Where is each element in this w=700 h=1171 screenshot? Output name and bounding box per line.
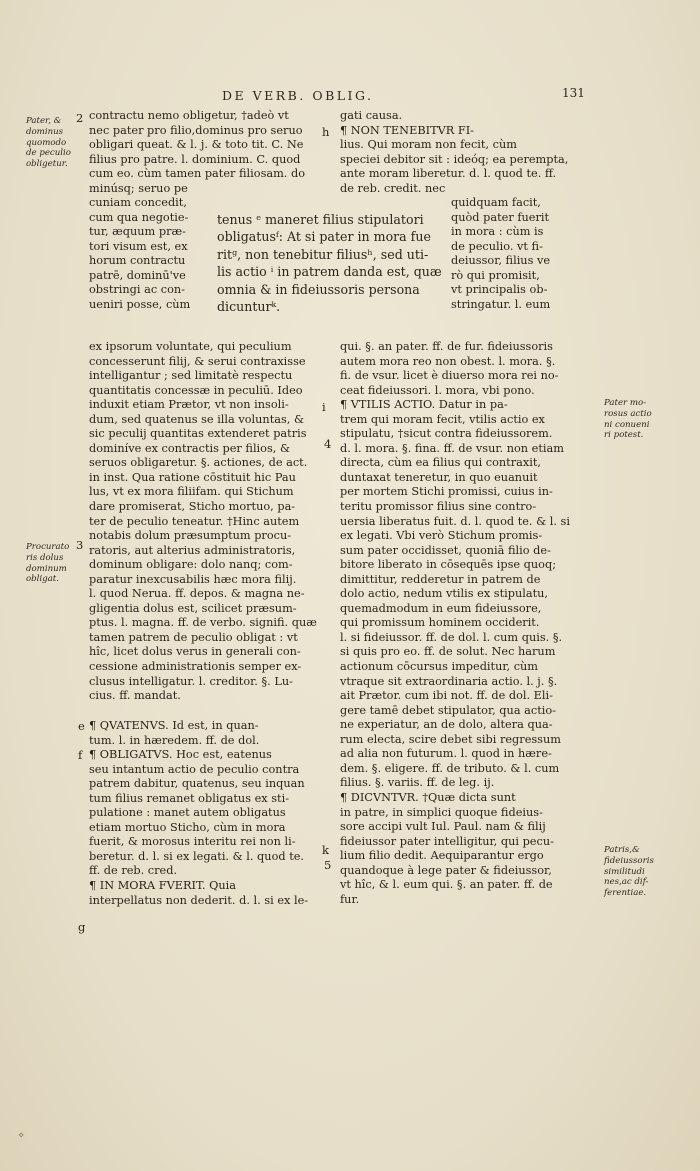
text-line: in mora : cùm is: [451, 225, 544, 239]
text-line: patrē, dominū've: [89, 268, 186, 282]
note-letter: e: [78, 719, 85, 733]
text-line: seu intantum actio de peculio contra: [89, 762, 300, 776]
margin-note-line: Procurato: [26, 542, 70, 552]
text-line: cius. ff. mandat.: [89, 689, 181, 703]
text-line: filius pro patre. l. dominium. C. quod: [89, 152, 301, 166]
text-line: ptus. l. magna. ff. de verbo. signifi. quæ: [89, 616, 317, 630]
text-line: qui promissum hominem occiderit.: [340, 616, 540, 630]
text-line: dominíve ex contractis per filios, &: [89, 441, 291, 455]
text-line: ex ipsorum voluntate, qui peculium: [89, 340, 292, 353]
text-line: gere tamē debet stipulator, qua actio-: [340, 703, 556, 717]
text-line: tenus ᵉ maneret filius stipulatori: [217, 212, 424, 227]
text-line: ¶ QVATENVS. Id est, in quan-: [89, 719, 259, 732]
margin-note-line: ris dolus: [26, 552, 64, 563]
text-line: horum contractu: [89, 254, 186, 268]
text-line: quantitatis concessæ in peculiū. Ideo: [89, 383, 303, 397]
text-line: actionum cōcursus impeditur, cùm: [340, 660, 539, 674]
text-line: beretur. d. l. si ex legati. & l. quod te.: [89, 849, 305, 863]
text-line: tori visum est, ex: [89, 239, 188, 253]
margin-note-line: Pater mo-: [604, 398, 647, 408]
text-line: qui. §. an pater. ff. de fur. fideiussoris: [340, 340, 553, 353]
text-line: obligatusᶠ: At si pater in mora fue: [217, 229, 431, 245]
margin-note-line: similitudi: [604, 866, 645, 877]
text-line: ad alia non futurum. l. quod in hære-: [340, 747, 552, 761]
text-line: ait Prætor. cum ibi not. ff. de dol. Eli-: [340, 689, 553, 703]
text-line: vt principalis ob-: [451, 283, 548, 297]
text-line: lis actio ⁱ in patrem danda est, quæ: [217, 264, 442, 280]
margin-note-line: rosus actio: [604, 408, 652, 419]
margin-note-line: quomodo: [26, 137, 67, 148]
margin-note-line: ferentiae.: [604, 888, 647, 899]
margin-note-right-2: [604, 845, 654, 899]
text-line: cuniam concedit,: [89, 196, 187, 209]
text-line: interpellatus non dederit. d. l. si ex le-: [89, 893, 309, 907]
text-line: ne experiatur, an de dolo, altera qua-: [340, 718, 553, 732]
text-line: cum eo. cùm tamen pater filiosam. do: [89, 167, 306, 181]
text-line: omnia & in fideiussoris persona: [217, 281, 420, 297]
text-line: in patre, in simplici quoque fideius-: [340, 805, 543, 819]
text-line: ¶ OBLIGATVS. Hoc est, eatenus: [89, 748, 272, 762]
text-line: stringatur. l. eum: [451, 297, 551, 311]
text-line: teritu promissor filius sine contro-: [340, 500, 537, 514]
paragraph-number: 5: [324, 858, 332, 872]
text-line: pulatione : manet autem obligatus: [89, 806, 286, 820]
text-line: hîc, licet dolus verus in generali con-: [89, 645, 301, 659]
text-line: intelligantur ; sed limitatè respectu: [89, 369, 293, 383]
text-line: quemadmodum in eum fideiussore,: [340, 601, 542, 615]
text-line: d. l. mora. §. fina. ff. de vsur. non etiam: [340, 441, 564, 455]
text-line: per mortem Stichi promissi, cuius in-: [340, 485, 553, 499]
text-line: tum. l. in hæredem. ff. de dol.: [89, 733, 260, 747]
text-line: autem mora reo non obest. l. mora. §.: [340, 354, 556, 368]
text-line: gligentia dolus est, scilicet præsum-: [89, 601, 297, 615]
text-line: ff. de reb. cred.: [89, 864, 178, 878]
text-line: stipulatu, †sicut contra fideiussorem.: [340, 427, 553, 441]
text-left-top: [89, 109, 305, 196]
text-line: contractu nemo obligetur, †adeò vt: [89, 109, 289, 122]
margin-note-left-1: [26, 116, 71, 170]
text-line: nec pater pro filio,dominus pro seruo: [89, 123, 303, 137]
text-line: l. si fideiussor. ff. de dol. l. cum quis. §.: [340, 630, 563, 644]
text-line: rò qui promisit,: [451, 268, 540, 282]
margin-note-line: obligetur.: [26, 159, 68, 170]
text-line: ratoris, aut alterius administratoris,: [89, 543, 296, 557]
text-line: induxit etiam Prætor, vt non insoli-: [89, 398, 289, 412]
text-line: trem qui moram fecit, vtilis actio ex: [340, 412, 545, 426]
text-line: ¶ NON TENEBITVR FI-: [340, 123, 474, 137]
text-line: dolo actio, nedum vtilis ex stipulatu,: [340, 587, 549, 601]
page-mark-icon: ⋄: [18, 1130, 25, 1141]
text-line: lium filio dedit. Aequiparantur ergo: [340, 849, 544, 863]
margin-note-line: ri potest.: [604, 430, 644, 441]
note-letter: k: [322, 843, 329, 857]
margin-note-line: dominus: [26, 126, 64, 137]
text-line: quòd pater fuerit: [451, 210, 550, 224]
text-right-narrow: [451, 196, 550, 312]
text-line: deiussor, filius ve: [451, 254, 551, 268]
text-line: lius. Qui moram non fecit, cùm: [340, 138, 517, 152]
text-line: minúsq; seruo pe: [89, 181, 188, 195]
text-line: gati causa.: [340, 109, 403, 122]
text-line: tamen patrem de peculio obligat : vt: [89, 630, 298, 644]
text-line: ¶ DICVNTVR. †Quæ dicta sunt: [340, 790, 516, 804]
text-line: quidquam facit,: [451, 196, 541, 209]
text-lemma: [217, 211, 442, 315]
margin-note-line: de peculio: [26, 148, 71, 159]
margin-note-line: Patris,&: [604, 845, 640, 855]
text-line: bitore liberato in cōsequēs ipse quoq;: [340, 558, 557, 572]
text-line: tum filius remanet obligatus ex sti-: [89, 791, 290, 805]
text-line: notabis dolum præsumptum procu-: [89, 529, 292, 543]
margin-note-line: nes,ac dif-: [604, 877, 649, 888]
text-line: cessione administrationis semper ex-: [89, 660, 302, 674]
text-line: cum qua negotie-: [89, 210, 189, 224]
text-line: fideiussor pater intelligitur, qui pecu-: [340, 834, 554, 848]
text-line: dimittitur, redderetur in patrem de: [340, 572, 541, 586]
text-line: fi. de vsur. licet è diuerso mora rei no-: [340, 369, 559, 383]
text-line: ante moram liberetur. d. l. quod te. ff.: [340, 167, 557, 181]
text-line: obstringi ac con-: [89, 283, 185, 297]
text-line: speciei debitor sit : ideóq; ea perempta,: [340, 152, 569, 166]
text-line: fur.: [340, 892, 360, 906]
text-line: clusus intelligatur. l. creditor. §. Lu-: [89, 674, 293, 688]
margin-note-line: dominum: [26, 563, 67, 574]
text-right-main: [340, 340, 570, 907]
paragraph-number: 4: [324, 437, 332, 451]
text-line: dicunturᵏ.: [217, 298, 281, 314]
text-left-main: [89, 340, 317, 704]
text-line: lus, vt ex mora filiifam. qui Stichum: [89, 485, 294, 499]
margin-note-line: ni conueni: [604, 419, 650, 430]
text-line: ueniri posse, cùm: [89, 297, 191, 311]
text-line: etiam mortuo Sticho, cùm in mora: [89, 820, 286, 834]
text-line: ¶ IN MORA FVERIT. Quia: [89, 879, 236, 893]
text-line: sore accipi vult Iul. Paul. nam & filij: [340, 820, 546, 834]
text-line: ex legati. Vbi verò Stichum promis-: [340, 529, 543, 543]
text-line: tur, æquum præ-: [89, 225, 186, 239]
text-line: si quis pro eo. ff. de solut. Nec harum: [340, 645, 556, 659]
text-left-notes: [89, 719, 308, 908]
text-line: seruos obligaretur. §. actiones, de act.: [89, 456, 308, 470]
text-line: concesserunt filij, & serui contraxisse: [89, 354, 306, 368]
text-line: de reb. credit. nec: [340, 181, 446, 195]
text-line: filius. §. variis. ff. de leg. ij.: [340, 776, 495, 790]
text-line: dare promiserat, Sticho mortuo, pa-: [89, 500, 296, 514]
text-line: dem. §. eligere. ff. de tributo. & l. cum: [340, 761, 560, 775]
running-head: DE VERB. OBLIG.: [222, 88, 374, 103]
text-line: obligari queat. & l. j. & toto tit. C. Ne: [89, 138, 304, 152]
text-line: vtraque sit extraordinaria actio. l. j. §.: [340, 674, 558, 688]
text-right-top: [340, 109, 568, 196]
paragraph-number: 2: [76, 111, 84, 125]
text-line: fuerit, & morosus interitu rei non li-: [89, 835, 296, 849]
margin-note-left-2: [26, 542, 69, 585]
text-line: in inst. Qua ratione cōstituit hic Pau: [89, 470, 296, 484]
text-line: sic peculij quantitas extenderet patris: [89, 427, 307, 441]
note-letter: g: [78, 920, 86, 934]
text-line: vt hîc, & l. eum qui. §. an pater. ff. de: [340, 878, 553, 892]
text-line: uersia liberatus fuit. d. l. quod te. & l. si: [340, 514, 570, 528]
margin-note-line: Pater, &: [26, 116, 65, 126]
text-line: ter de peculio teneatur. †Hinc autem: [89, 514, 300, 528]
margin-note-line: fideiussoris: [604, 855, 654, 866]
paragraph-number: 3: [76, 538, 84, 552]
margin-note-line: obligat.: [26, 574, 59, 585]
text-line: paratur inexcusabilis hæc mora filij.: [89, 572, 297, 586]
text-line: rum electa, scire debet sibi regressum: [340, 732, 561, 746]
text-line: de peculio. vt fi-: [451, 239, 543, 253]
text-left-narrow: [89, 196, 190, 312]
text-line: patrem dabitur, quatenus, seu inquan: [89, 777, 305, 791]
text-line: sum pater occidisset, quoniā filio de-: [340, 543, 551, 557]
text-line: l. quod Nerua. ff. depos. & magna ne-: [89, 587, 305, 601]
note-letter: i: [322, 400, 326, 414]
text-line: ceat fideiussori. l. mora, vbi pono.: [340, 383, 535, 397]
page-number: 131: [562, 86, 585, 100]
text-line: quandoque à lege pater & fideiussor,: [340, 863, 552, 877]
margin-note-right-1: [604, 398, 652, 441]
text-line: dominum obligare: dolo nanq; com-: [89, 558, 293, 572]
text-line: directa, cùm ea filius qui contraxit,: [340, 456, 541, 470]
text-line: duntaxat teneretur, in quo euanuit: [340, 470, 538, 484]
note-letter: h: [322, 125, 330, 139]
text-line: ritᵍ, non tenebitur filiusʰ, sed uti-: [217, 246, 429, 262]
text-line: dum, sed quatenus se illa voluntas, &: [89, 412, 305, 426]
note-letter: f: [78, 748, 83, 762]
text-line: ¶ VTILIS ACTIO. Datur in pa-: [340, 398, 508, 412]
